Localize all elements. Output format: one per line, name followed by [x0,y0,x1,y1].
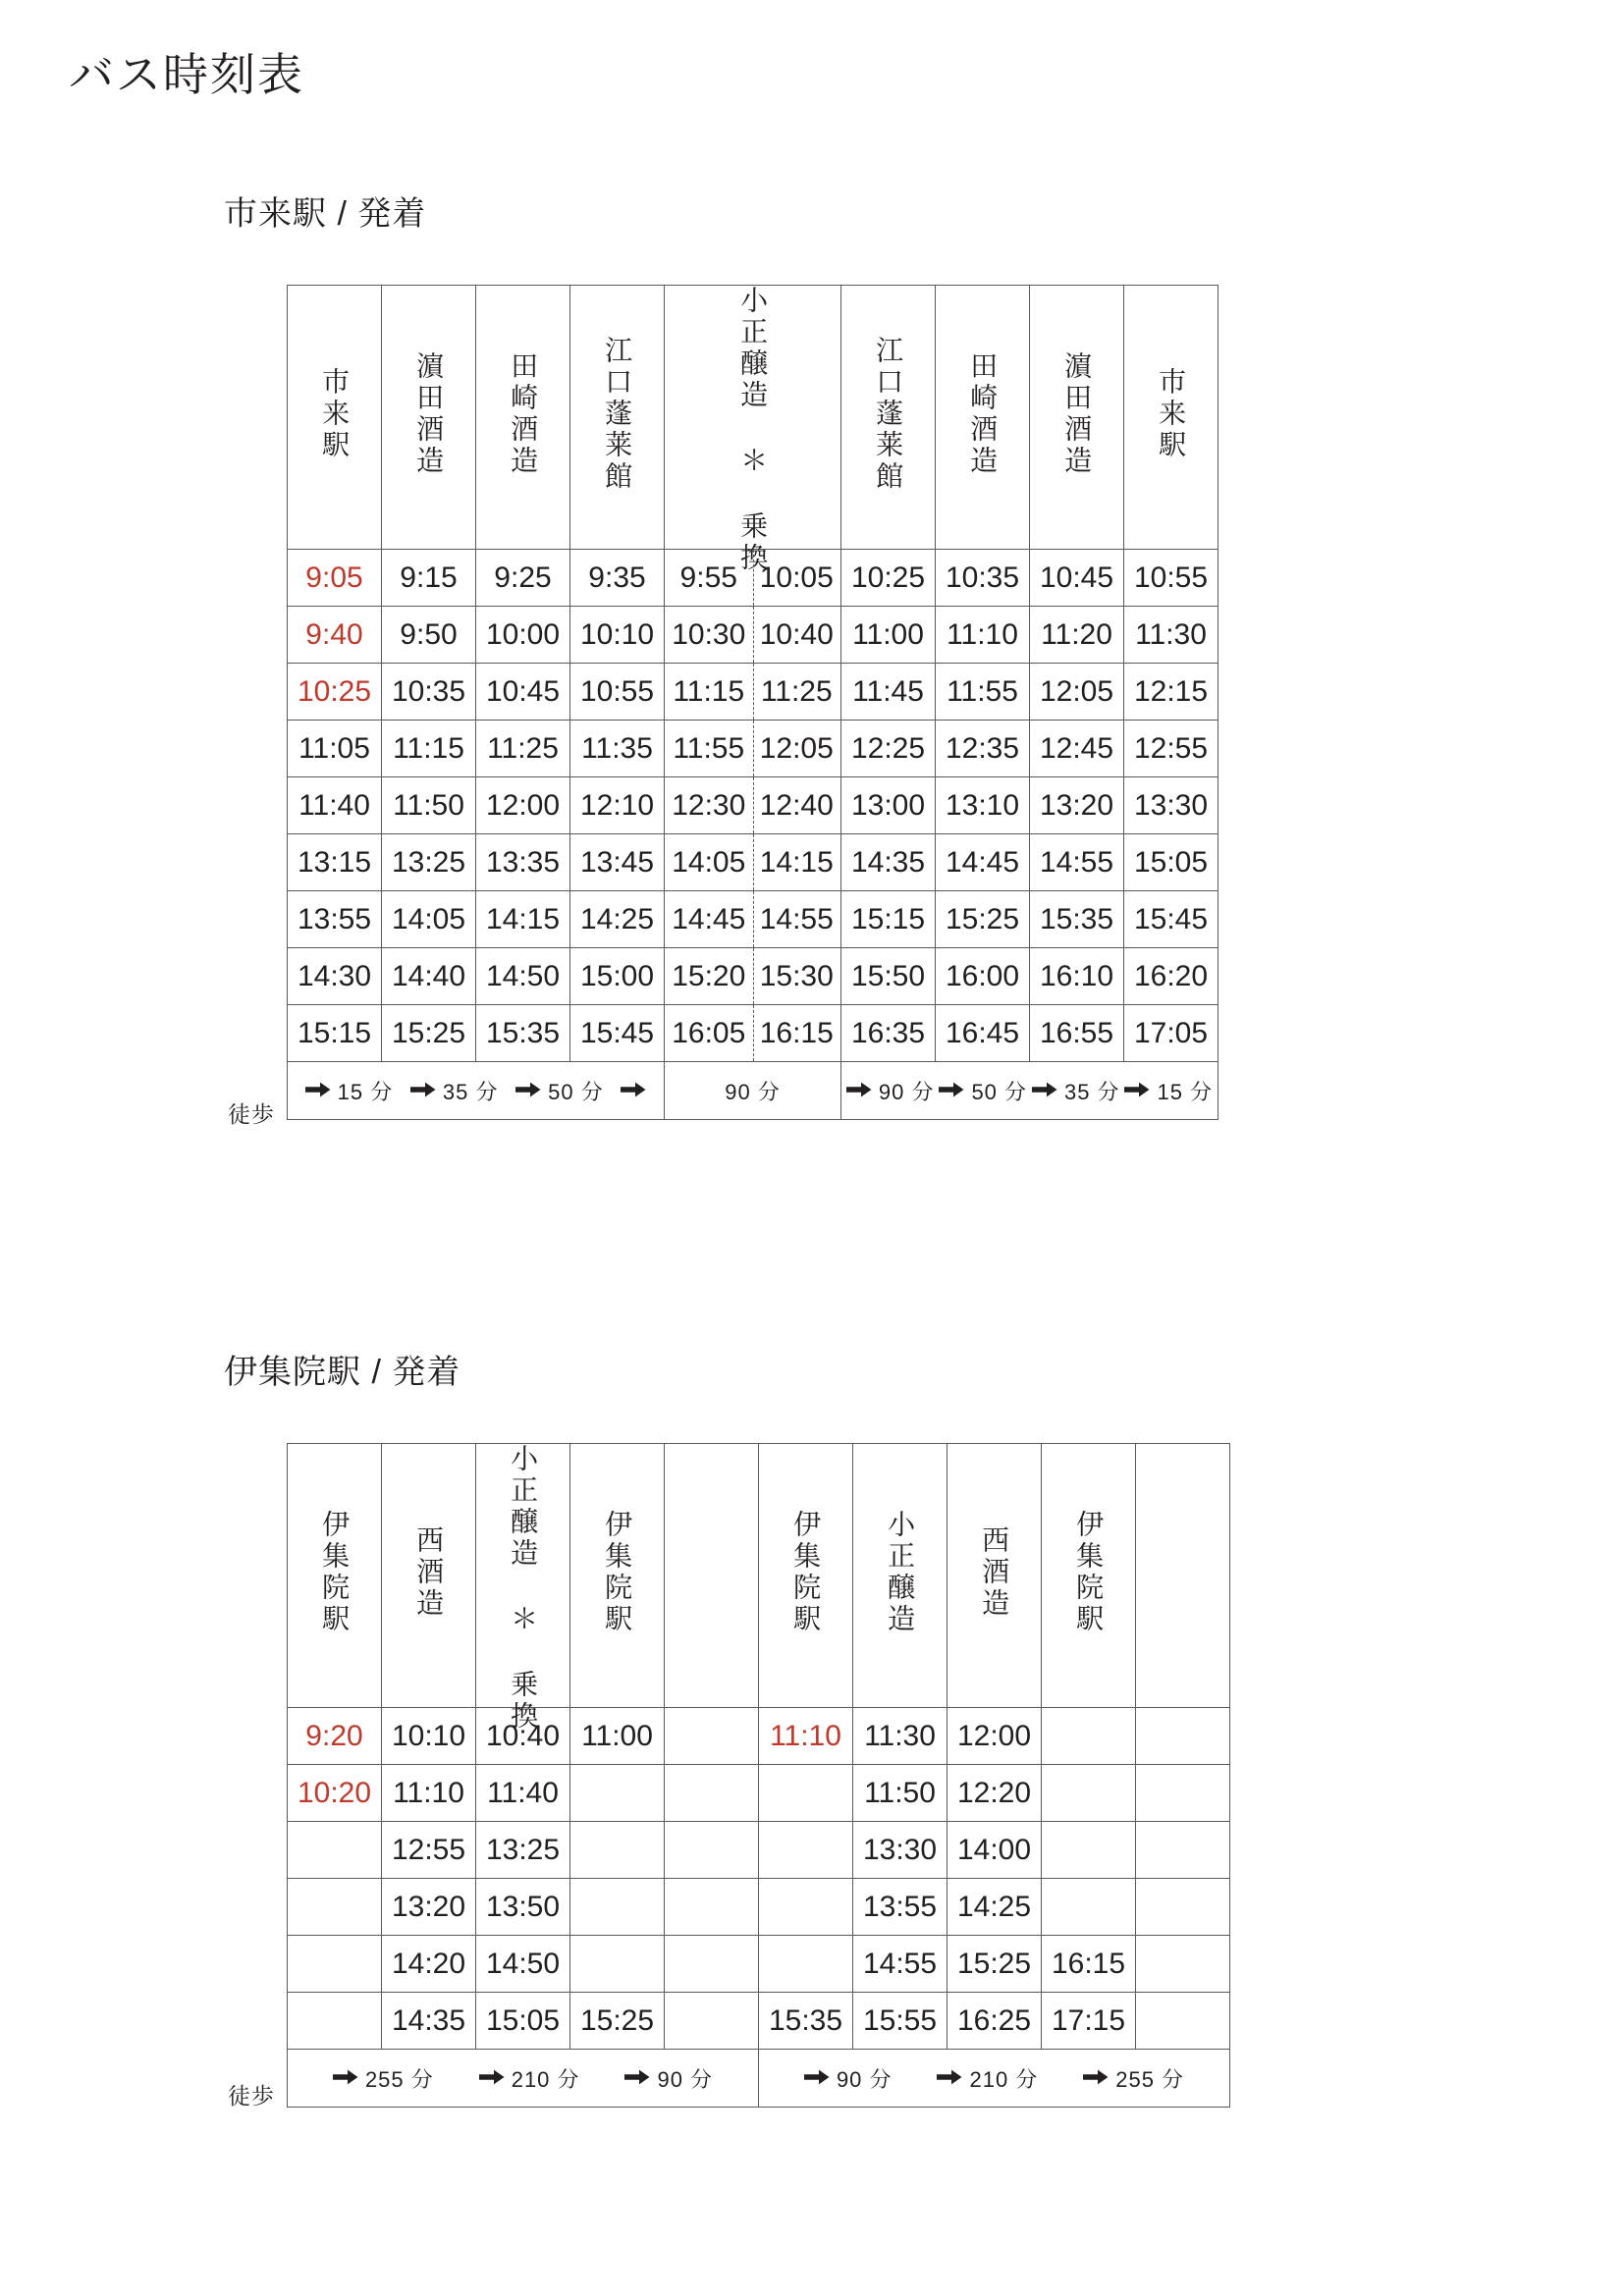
time-cell [665,1765,759,1822]
transfer-cell [665,1005,841,1062]
transfer-cell [665,550,841,607]
transfer-depart-time: 15:30 [759,959,834,992]
time-cell: 13:10 [936,777,1030,834]
time-cell: 12:25 [841,721,936,777]
time-cell [1042,1879,1136,1936]
column-header-eguchi-horaikan-ret: 江口蓬莱館 [841,286,936,550]
time-cell: 14:20 [382,1936,476,1993]
time-cell: 16:20 [1124,948,1218,1005]
time-cell: 13:15 [288,834,382,891]
transfer-arrive-time: 9:55 [679,561,737,594]
walking-seq-outbound [288,1062,664,1119]
transfer-arrive-time: 16:05 [672,1016,746,1049]
time-cell: 13:35 [476,834,570,891]
time-cell: 11:25 [476,721,570,777]
walking-times-return-2 [759,2050,1230,2108]
transfer-arrive-time: 15:20 [672,959,746,992]
walking-times-row-ichiki [288,1062,1218,1120]
transfer-depart-time: 14:15 [759,845,834,879]
time-cell: 15:25 [382,1005,476,1062]
column-header-ijuin-station-mid: 伊集院駅 [570,1444,665,1708]
time-cell [570,1765,665,1822]
time-cell [665,1879,759,1936]
timetable-ijuin-footer [288,2050,1230,2108]
table-row [288,1708,1230,1765]
right-arrow-icon [937,2069,962,2085]
transfer-depart-time: 10:05 [759,561,834,594]
walking-time-value: 35 分 [1063,1079,1120,1104]
section-title-ichiki: 市来駅 / 発着 [224,195,427,233]
table-row [288,607,1218,664]
time-cell: 15:25 [936,891,1030,948]
time-cell [1042,1822,1136,1879]
transfer-divider [753,1005,754,1061]
time-cell: 11:45 [841,664,936,721]
walking-time-value: 90 分 [725,1079,781,1104]
transfer-depart-time: 10:40 [759,617,834,651]
walking-time-item [305,1076,394,1106]
time-cell: 14:50 [476,1936,570,1993]
time-cell [759,1765,853,1822]
walking-time-item [1032,1076,1120,1106]
transfer-divider [753,777,754,833]
time-cell [1136,1765,1230,1822]
timetable-ichiki-footer [288,1062,1218,1120]
column-header-blank-right [1136,1444,1230,1708]
time-cell: 11:40 [288,777,382,834]
time-cell: 16:00 [936,948,1030,1005]
column-header-eguchi-horaikan-out: 江口蓬莱館 [570,286,665,550]
transfer-arrive-time: 10:30 [672,617,746,651]
time-cell: 13:25 [382,834,476,891]
time-cell: 16:55 [1030,1005,1124,1062]
time-cell: 11:10 [936,607,1030,664]
walking-seq-return-2 [759,2050,1229,2107]
time-cell: 13:55 [288,891,382,948]
walking-time-value: 15 分 [1157,1079,1214,1104]
walking-time-item [1083,2063,1184,2094]
time-cell [665,1822,759,1879]
transfer-divider [753,607,754,663]
time-cell [1042,1765,1136,1822]
walking-seq-return [841,1062,1218,1119]
transfer-divider [753,664,754,720]
page-title: バス時刻表 [69,49,304,100]
right-arrow-icon [333,2069,358,2085]
time-cell: 15:50 [841,948,936,1005]
walking-time-item [479,2063,580,2094]
walking-times-outbound [288,1062,665,1120]
table-row [288,1993,1230,2050]
time-cell [759,1822,853,1879]
right-arrow-icon [515,1082,541,1097]
time-cell: 12:35 [936,721,1030,777]
walking-time-value: 210 分 [511,2066,580,2092]
walking-label-ijuin: 徒歩 [228,2083,275,2109]
time-cell: 16:25 [947,1993,1042,2050]
table-row [288,891,1218,948]
walking-time-value: 15 分 [337,1079,394,1104]
walking-label-ichiki: 徒歩 [228,1101,275,1127]
time-cell: 10:35 [382,664,476,721]
transfer-depart-time: 12:05 [759,731,834,765]
time-cell-highlighted: 10:20 [288,1765,382,1822]
time-cell-highlighted: 11:10 [759,1708,853,1765]
table-row [288,1765,1230,1822]
time-cell [570,1822,665,1879]
time-cell: 12:05 [1030,664,1124,721]
time-cell: 14:05 [382,891,476,948]
time-cell: 13:55 [853,1879,947,1936]
time-cell: 13:25 [476,1822,570,1879]
transfer-cell [665,777,841,834]
time-cell: 11:55 [936,664,1030,721]
walking-time-value: 210 分 [969,2066,1039,2092]
transfer-depart-time: 14:55 [759,902,834,935]
transfer-arrive-time: 11:55 [673,731,745,765]
time-cell: 15:45 [570,1005,665,1062]
time-cell: 16:15 [1042,1936,1136,1993]
time-cell: 14:25 [570,891,665,948]
transfer-divider [753,721,754,776]
time-cell [1136,1993,1230,2050]
walking-time-item [1124,1076,1213,1106]
time-cell: 15:45 [1124,891,1218,948]
walking-seq-center [665,1062,840,1119]
column-header-komasa-ret: 小正醸造 [853,1444,947,1708]
column-header-ijuin-station-ret-dep: 伊集院駅 [759,1444,853,1708]
time-cell [288,1879,382,1936]
walking-times-return [841,1062,1218,1120]
right-arrow-icon [1124,1082,1150,1097]
time-cell [1042,1708,1136,1765]
walking-time-value: 90 分 [878,1079,935,1104]
walking-time-item [846,1076,935,1106]
walking-time-value: 255 分 [1115,2066,1185,2092]
time-cell: 10:10 [570,607,665,664]
column-header-hamada-shuzo-ret: 濵田酒造 [1030,286,1124,550]
walking-time-value: 50 分 [548,1079,604,1104]
time-cell [288,1993,382,2050]
time-cell: 12:10 [570,777,665,834]
time-cell: 10:25 [841,550,936,607]
time-cell: 17:15 [1042,1993,1136,2050]
walking-time-item [804,2063,893,2094]
walking-arrow-only [621,1083,646,1098]
time-cell: 15:55 [853,1993,947,2050]
time-cell: 13:30 [1124,777,1218,834]
timetable-ijuin-body [288,1708,1230,2050]
time-cell: 11:05 [288,721,382,777]
timetable-ichiki-header-row [288,286,1218,550]
walking-time-value: 35 分 [442,1079,499,1104]
time-cell: 16:10 [1030,948,1124,1005]
time-cell: 15:35 [476,1005,570,1062]
right-arrow-icon [1083,2069,1109,2085]
time-cell: 13:00 [841,777,936,834]
time-cell: 10:40 [476,1708,570,1765]
time-cell: 13:50 [476,1879,570,1936]
time-cell: 10:35 [936,550,1030,607]
timetable-ijuin-wrap [287,1443,1230,2108]
transfer-cell [665,834,841,891]
transfer-arrive-time: 14:45 [672,902,746,935]
time-cell: 10:45 [1030,550,1124,607]
column-header-blank-left [665,1444,759,1708]
time-cell: 9:25 [476,550,570,607]
time-cell [759,1936,853,1993]
time-cell: 11:50 [853,1765,947,1822]
time-cell: 14:35 [382,1993,476,2050]
time-cell: 12:00 [947,1708,1042,1765]
table-row [288,1822,1230,1879]
time-cell-highlighted: 9:05 [288,550,382,607]
time-cell: 11:15 [382,721,476,777]
time-cell: 13:20 [382,1879,476,1936]
transfer-divider [753,834,754,890]
table-row [288,777,1218,834]
walking-time-item [624,2063,713,2094]
walking-time-value: 90 分 [836,2066,893,2092]
time-cell: 11:20 [1030,607,1124,664]
transfer-arrive-time: 11:15 [673,674,745,708]
walking-seq-outbound-2 [288,2050,758,2107]
right-arrow-icon [305,1082,331,1097]
right-arrow-icon [804,2069,830,2085]
time-cell [570,1936,665,1993]
time-cell: 11:00 [570,1708,665,1765]
time-cell [288,1822,382,1879]
time-cell [665,1936,759,1993]
right-arrow-icon [939,1082,964,1097]
transfer-depart-time: 12:40 [759,788,834,822]
column-header-nishi-shuzo-ret: 西酒造 [947,1444,1042,1708]
walking-time-item [937,2063,1038,2094]
walking-time-item [725,1076,781,1106]
time-cell [1136,1936,1230,1993]
time-cell: 16:45 [936,1005,1030,1062]
time-cell: 14:40 [382,948,476,1005]
walking-time-item [333,2063,434,2094]
timetable-ijuin [287,1443,1230,2108]
time-cell-highlighted: 9:20 [288,1708,382,1765]
time-cell: 11:30 [853,1708,947,1765]
time-cell: 12:00 [476,777,570,834]
time-cell: 15:35 [1030,891,1124,948]
right-arrow-icon [624,2069,650,2085]
transfer-cell [665,664,841,721]
timetable-ichiki [287,285,1218,1120]
transfer-cell [665,948,841,1005]
walking-times-row-ijuin [288,2050,1230,2108]
column-header-nishi-shuzo-out: 西酒造 [382,1444,476,1708]
walking-time-value: 90 分 [657,2066,714,2092]
time-cell: 13:20 [1030,777,1124,834]
right-arrow-icon [846,1082,872,1097]
right-arrow-icon [621,1082,646,1097]
time-cell [1136,1879,1230,1936]
column-header-tasaki-shuzo-ret: 田崎酒造 [936,286,1030,550]
timetable-ijuin-header-row [288,1444,1230,1708]
time-cell: 10:00 [476,607,570,664]
column-header-hamada-shuzo-out: 濵田酒造 [382,286,476,550]
time-cell [1136,1708,1230,1765]
time-cell: 10:10 [382,1708,476,1765]
section-title-ijuin: 伊集院駅 / 発着 [224,1354,461,1391]
time-cell: 14:25 [947,1879,1042,1936]
time-cell: 15:35 [759,1993,853,2050]
time-cell: 14:50 [476,948,570,1005]
time-cell: 12:55 [382,1822,476,1879]
time-cell [665,1708,759,1765]
time-cell: 15:15 [288,1005,382,1062]
column-header-komasa-transfer: 小正醸造 ＊ 乗換 [665,286,841,550]
column-header-ijuin-station-dep: 伊集院駅 [288,1444,382,1708]
walking-time-center [665,1062,841,1120]
walking-time-item [410,1076,499,1106]
transfer-depart-time: 11:25 [760,674,833,708]
time-cell: 9:50 [382,607,476,664]
time-cell: 15:05 [476,1993,570,2050]
time-cell: 17:05 [1124,1005,1218,1062]
time-cell: 10:45 [476,664,570,721]
time-cell: 12:20 [947,1765,1042,1822]
table-row [288,834,1218,891]
time-cell: 15:25 [947,1936,1042,1993]
walking-time-value: 50 分 [971,1079,1028,1104]
time-cell: 15:00 [570,948,665,1005]
time-cell: 11:00 [841,607,936,664]
time-cell: 14:15 [476,891,570,948]
walking-time-item [939,1076,1027,1106]
column-header-tasaki-shuzo-out: 田崎酒造 [476,286,570,550]
right-arrow-icon [479,2069,505,2085]
time-cell: 9:15 [382,550,476,607]
time-cell: 9:35 [570,550,665,607]
table-row [288,1879,1230,1936]
time-cell: 11:40 [476,1765,570,1822]
time-cell: 12:55 [1124,721,1218,777]
timetable-ichiki-body [288,550,1218,1062]
walking-times-outbound-2 [288,2050,759,2108]
table-row [288,1936,1230,1993]
time-cell: 10:55 [570,664,665,721]
time-cell: 14:55 [853,1936,947,1993]
time-cell: 14:45 [936,834,1030,891]
time-cell-highlighted: 10:25 [288,664,382,721]
time-cell: 13:30 [853,1822,947,1879]
transfer-arrive-time: 12:30 [672,788,746,822]
table-row [288,550,1218,607]
right-arrow-icon [410,1082,436,1097]
time-cell: 13:45 [570,834,665,891]
walking-time-item [515,1076,604,1106]
table-row [288,664,1218,721]
column-header-komasa-transfer-2: 小正醸造 ＊ 乗換 [476,1444,570,1708]
time-cell: 11:50 [382,777,476,834]
time-cell: 15:15 [841,891,936,948]
table-row [288,1005,1218,1062]
time-cell: 16:35 [841,1005,936,1062]
time-cell [1136,1822,1230,1879]
time-cell: 14:30 [288,948,382,1005]
time-cell: 11:30 [1124,607,1218,664]
transfer-divider [753,891,754,947]
transfer-cell [665,891,841,948]
time-cell: 11:10 [382,1765,476,1822]
time-cell [759,1879,853,1936]
time-cell: 12:15 [1124,664,1218,721]
time-cell: 14:00 [947,1822,1042,1879]
walking-time-value: 255 分 [364,2066,434,2092]
time-cell [288,1936,382,1993]
time-cell: 14:55 [1030,834,1124,891]
time-cell [665,1993,759,2050]
transfer-depart-time: 16:15 [759,1016,834,1049]
transfer-arrive-time: 14:05 [672,845,746,879]
time-cell: 10:55 [1124,550,1218,607]
table-row [288,948,1218,1005]
time-cell: 11:35 [570,721,665,777]
column-header-ijuin-station-arr: 伊集院駅 [1042,1444,1136,1708]
timetable-ichiki-wrap [287,285,1218,1120]
right-arrow-icon [1032,1082,1057,1097]
time-cell: 12:45 [1030,721,1124,777]
column-header-ichiki-station-dep: 市来駅 [288,286,382,550]
transfer-divider [753,948,754,1004]
time-cell: 15:05 [1124,834,1218,891]
time-cell [570,1879,665,1936]
column-header-ichiki-station-arr: 市来駅 [1124,286,1218,550]
time-cell-highlighted: 9:40 [288,607,382,664]
time-cell: 14:35 [841,834,936,891]
transfer-cell [665,607,841,664]
transfer-cell [665,721,841,777]
table-row [288,721,1218,777]
time-cell: 15:25 [570,1993,665,2050]
transfer-divider [753,550,754,606]
